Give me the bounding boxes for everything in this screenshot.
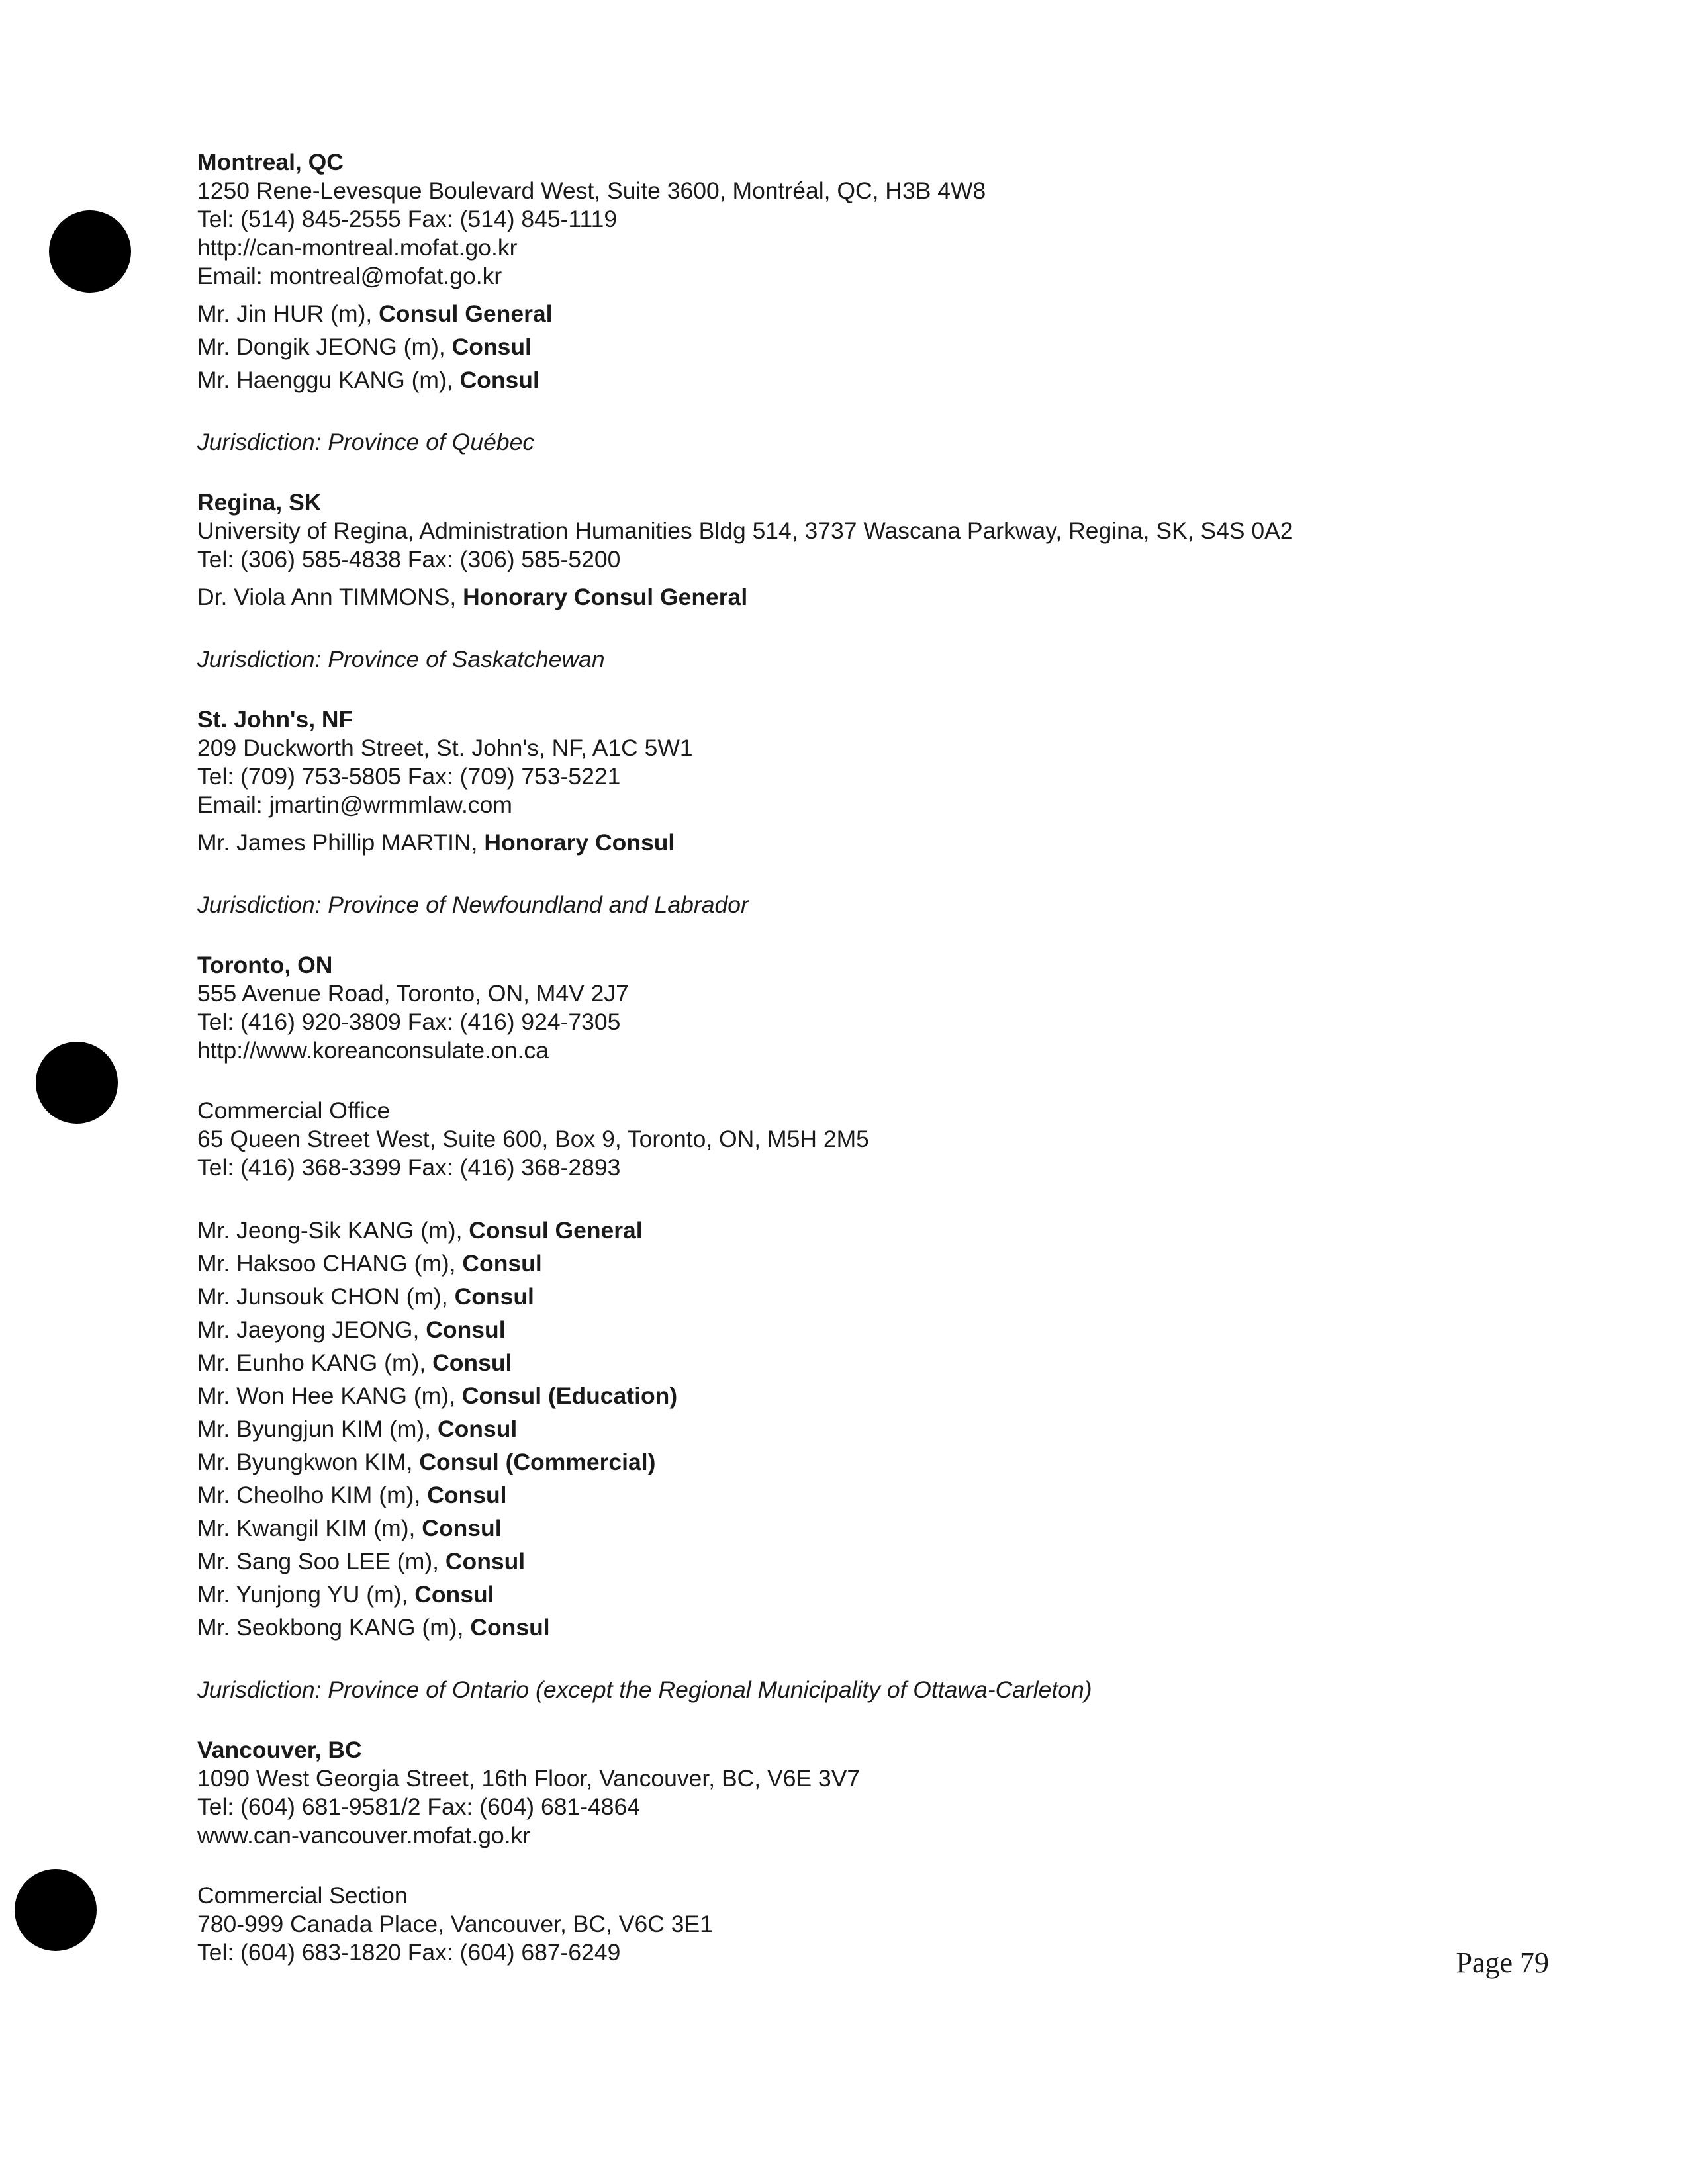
staff-title: Consul [451, 334, 532, 360]
staff-title: Consul [470, 1614, 550, 1641]
staff-name: Mr. Yunjong YU (m), [197, 1581, 415, 1608]
office-address-line: 65 Queen Street West, Suite 600, Box 9, Toronto, ON, M5H 2M5 [197, 1126, 869, 1152]
staff-title: Consul [422, 1515, 502, 1541]
staff-name: Mr. Byungjun KIM (m), [197, 1416, 438, 1442]
staff-entry [197, 1479, 1455, 1512]
staff-name: Mr. James Phillip MARTIN, [197, 829, 485, 856]
staff-title: Consul [459, 367, 539, 393]
staff-title: Consul General [469, 1217, 643, 1244]
email-line: Email: montreal@mofat.go.kr [197, 263, 502, 289]
phone-line: Tel: (604) 681-9581/2 Fax: (604) 681-4864 [197, 1794, 641, 1820]
city-heading: Vancouver, BC [197, 1737, 362, 1763]
staff-name: Mr. Kwangil KIM (m), [197, 1515, 422, 1541]
staff-title: Consul [437, 1416, 518, 1442]
staff-title: Honorary Consul General [463, 584, 748, 610]
staff-title: Consul [454, 1283, 534, 1310]
staff-entry [197, 1214, 1455, 1247]
jurisdiction-note: Jurisdiction: Province of Québec [197, 429, 535, 455]
city-heading: Toronto, ON [197, 952, 333, 978]
staff-name: Mr. Jin HUR (m), [197, 300, 379, 327]
directory-page-content [197, 148, 1455, 1967]
staff-title: Consul [462, 1250, 542, 1277]
website-line: http://www.koreanconsulate.on.ca [197, 1037, 549, 1064]
office-heading: Commercial Section [197, 1882, 408, 1909]
address-line: 555 Avenue Road, Toronto, ON, M4V 2J7 [197, 980, 629, 1007]
staff-entry [197, 1512, 1455, 1545]
staff-name: Mr. Dongik JEONG (m), [197, 334, 452, 360]
city-heading: Montreal, QC [197, 149, 344, 175]
section-regina [197, 488, 1455, 674]
staff-entry [197, 297, 1455, 330]
staff-entry [197, 1611, 1455, 1644]
jurisdiction-note: Jurisdiction: Province of Ontario (except the Regional Municipality of Ottawa-Carleton) [197, 1676, 1092, 1703]
staff-name: Mr. Cheolho KIM (m), [197, 1482, 428, 1508]
section-vancouver [197, 1736, 1455, 1967]
address-line: 209 Duckworth Street, St. John's, NF, A1C 5W1 [197, 735, 693, 761]
staff-entry [197, 1545, 1455, 1578]
staff-name: Mr. Eunho KANG (m), [197, 1349, 433, 1376]
address-line: 1250 Rene-Levesque Boulevard West, Suite 3600, Montréal, QC, H3B 4W8 [197, 177, 986, 204]
jurisdiction-note: Jurisdiction: Province of Newfoundland and Labrador [197, 891, 749, 918]
staff-entry [197, 580, 1455, 614]
staff-title: Honorary Consul [484, 829, 675, 856]
staff-name: Mr. Sang Soo LEE (m), [197, 1548, 445, 1574]
phone-line: Tel: (514) 845-2555 Fax: (514) 845-1119 [197, 206, 618, 232]
address-line: University of Regina, Administration Humanities Bldg 514, 3737 Wascana Parkway, Regina, SK, S4S 0A2 [197, 518, 1293, 544]
staff-title: Consul General [379, 300, 553, 327]
staff-name: Dr. Viola Ann TIMMONS, [197, 584, 463, 610]
staff-name: Mr. Jaeyong JEONG, [197, 1316, 426, 1343]
staff-name: Mr. Haksoo CHANG (m), [197, 1250, 463, 1277]
phone-line: Tel: (306) 585-4838 Fax: (306) 585-5200 [197, 546, 621, 572]
staff-entry [197, 826, 1455, 859]
staff-title: Consul (Commercial) [419, 1449, 656, 1475]
phone-line: Tel: (709) 753-5805 Fax: (709) 753-5221 [197, 763, 621, 790]
website-line: http://can-montreal.mofat.go.kr [197, 234, 518, 261]
city-heading: St. John's, NF [197, 706, 353, 733]
staff-entry [197, 1247, 1455, 1280]
staff-name: Mr. Seokbong KANG (m), [197, 1614, 471, 1641]
punch-hole [49, 210, 131, 293]
staff-title: Consul [414, 1581, 494, 1608]
section-st-johns [197, 705, 1455, 919]
staff-entry [197, 330, 1455, 363]
staff-entry [197, 1445, 1455, 1479]
staff-name: Mr. Byungkwon KIM, [197, 1449, 420, 1475]
website-line: www.can-vancouver.mofat.go.kr [197, 1822, 531, 1848]
staff-entry [197, 1346, 1455, 1379]
office-heading: Commercial Office [197, 1097, 391, 1124]
staff-entry [197, 363, 1455, 396]
office-phone-line: Tel: (604) 683-1820 Fax: (604) 687-6249 [197, 1939, 621, 1966]
staff-entry [197, 1379, 1455, 1412]
staff-title: Consul [432, 1349, 512, 1376]
section-montreal [197, 148, 1455, 457]
staff-entry [197, 1313, 1455, 1346]
punch-hole [15, 1869, 97, 1951]
staff-entry [197, 1412, 1455, 1445]
staff-name: Mr. Haenggu KANG (m), [197, 367, 460, 393]
office-phone-line: Tel: (416) 368-3399 Fax: (416) 368-2893 [197, 1154, 621, 1181]
section-toronto [197, 951, 1455, 1704]
staff-entry [197, 1280, 1455, 1313]
staff-name: Mr. Won Hee KANG (m), [197, 1383, 462, 1409]
staff-title: Consul [445, 1548, 526, 1574]
staff-title: Consul [426, 1316, 506, 1343]
office-address-line: 780-999 Canada Place, Vancouver, BC, V6C 3E1 [197, 1911, 713, 1937]
punch-hole [36, 1042, 118, 1124]
staff-name: Mr. Jeong-Sik KANG (m), [197, 1217, 469, 1244]
page-number: Page 79 [1456, 1946, 1549, 1979]
staff-title: Consul [427, 1482, 507, 1508]
email-line: Email: jmartin@wrmmlaw.com [197, 792, 512, 818]
phone-line: Tel: (416) 920-3809 Fax: (416) 924-7305 [197, 1009, 621, 1035]
staff-entry [197, 1578, 1455, 1611]
city-heading: Regina, SK [197, 489, 322, 516]
address-line: 1090 West Georgia Street, 16th Floor, Vancouver, BC, V6E 3V7 [197, 1765, 861, 1792]
jurisdiction-note: Jurisdiction: Province of Saskatchewan [197, 646, 605, 672]
staff-name: Mr. Junsouk CHON (m), [197, 1283, 455, 1310]
staff-title: Consul (Education) [461, 1383, 678, 1409]
